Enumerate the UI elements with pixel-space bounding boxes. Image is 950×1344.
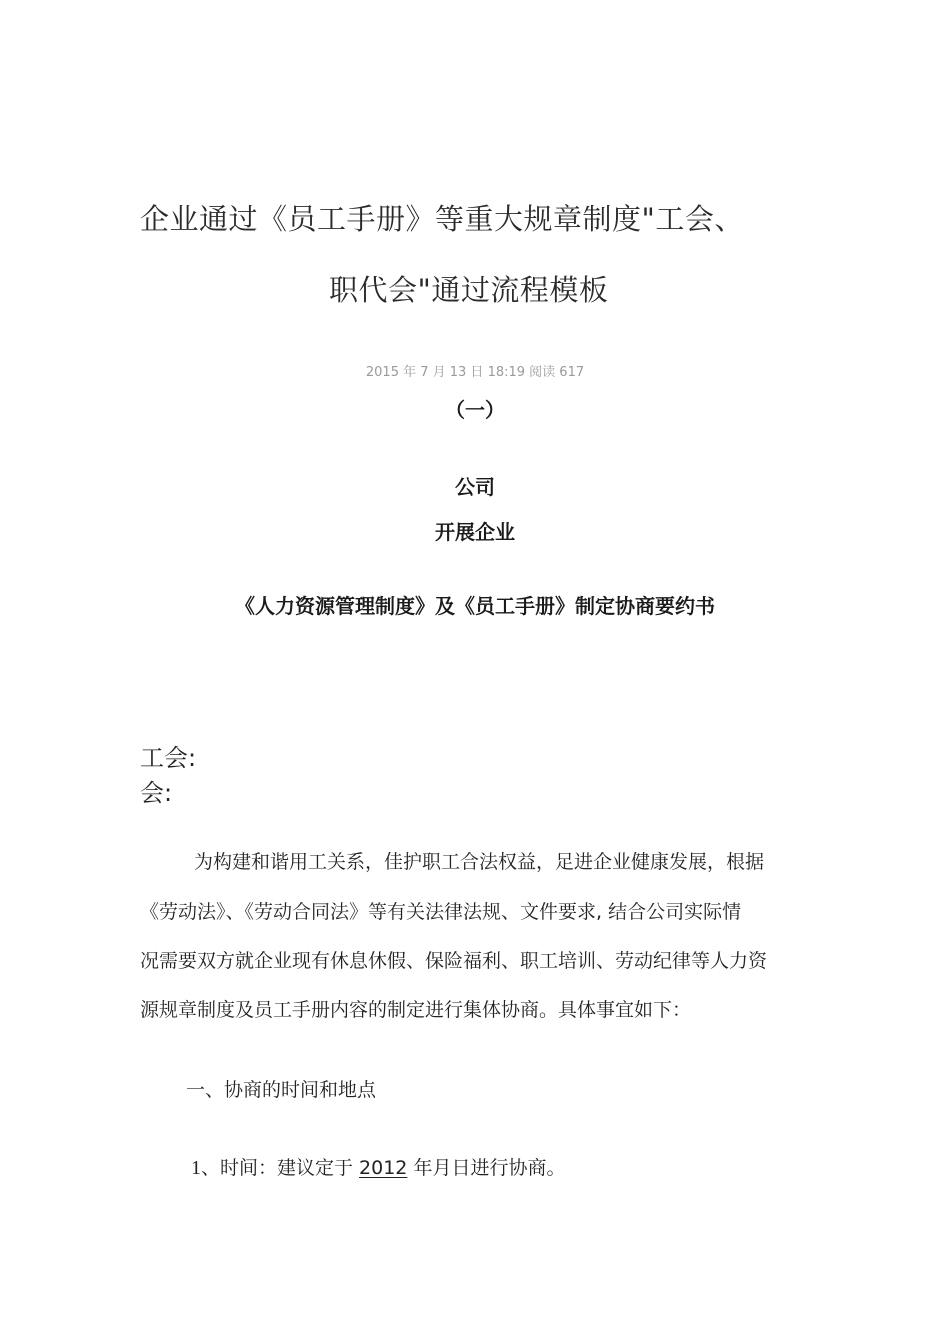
subheading: 开展企业 <box>435 520 515 544</box>
publish-meta: 2015 年 7 月 13 日 18:19 阅读 617 <box>365 365 585 380</box>
addressee-line-2: 会: <box>140 779 173 807</box>
body-paragraph-line-4: 源规章制度及员工手册内容的制定进行集体协商。具体事宜如下： <box>140 999 692 1021</box>
list-item-year: 2012 <box>359 1157 408 1179</box>
list-item-time <box>191 1153 565 1180</box>
section-heading-time-place: 一、协商的时间和地点 <box>186 1079 377 1101</box>
document-name-heading: 《人力资源管理制度》及《员工手册》制定协商要约书 <box>235 594 715 618</box>
list-item-number: 1 <box>191 1157 201 1179</box>
section-number: （一） <box>445 398 505 422</box>
body-paragraph-line-2: 《劳动法》、《劳动合同法》等有关法律法规、文件要求, 结合公司实际情 <box>140 901 742 923</box>
list-item-prefix: 、时间：建议定于 <box>201 1157 360 1179</box>
body-paragraph-line-1: 为构建和谐用工关系，佳护职工合法权益，足进企业健康发展，根据 <box>194 851 765 873</box>
addressee-line-1: 工会: <box>140 744 197 772</box>
company-heading: 公司 <box>455 475 495 499</box>
list-item-suffix: 年月日进行协商。 <box>407 1157 566 1179</box>
document-title-line-1: 企业通过《员工手册》等重大规章制度"工会、 <box>140 202 744 236</box>
document-title-line-2: 职代会"通过流程模板 <box>329 273 609 307</box>
body-paragraph-line-3: 况需要双方就企业现有休息休假、保险福利、职工培训、劳动纪律等人力资 <box>140 950 768 972</box>
